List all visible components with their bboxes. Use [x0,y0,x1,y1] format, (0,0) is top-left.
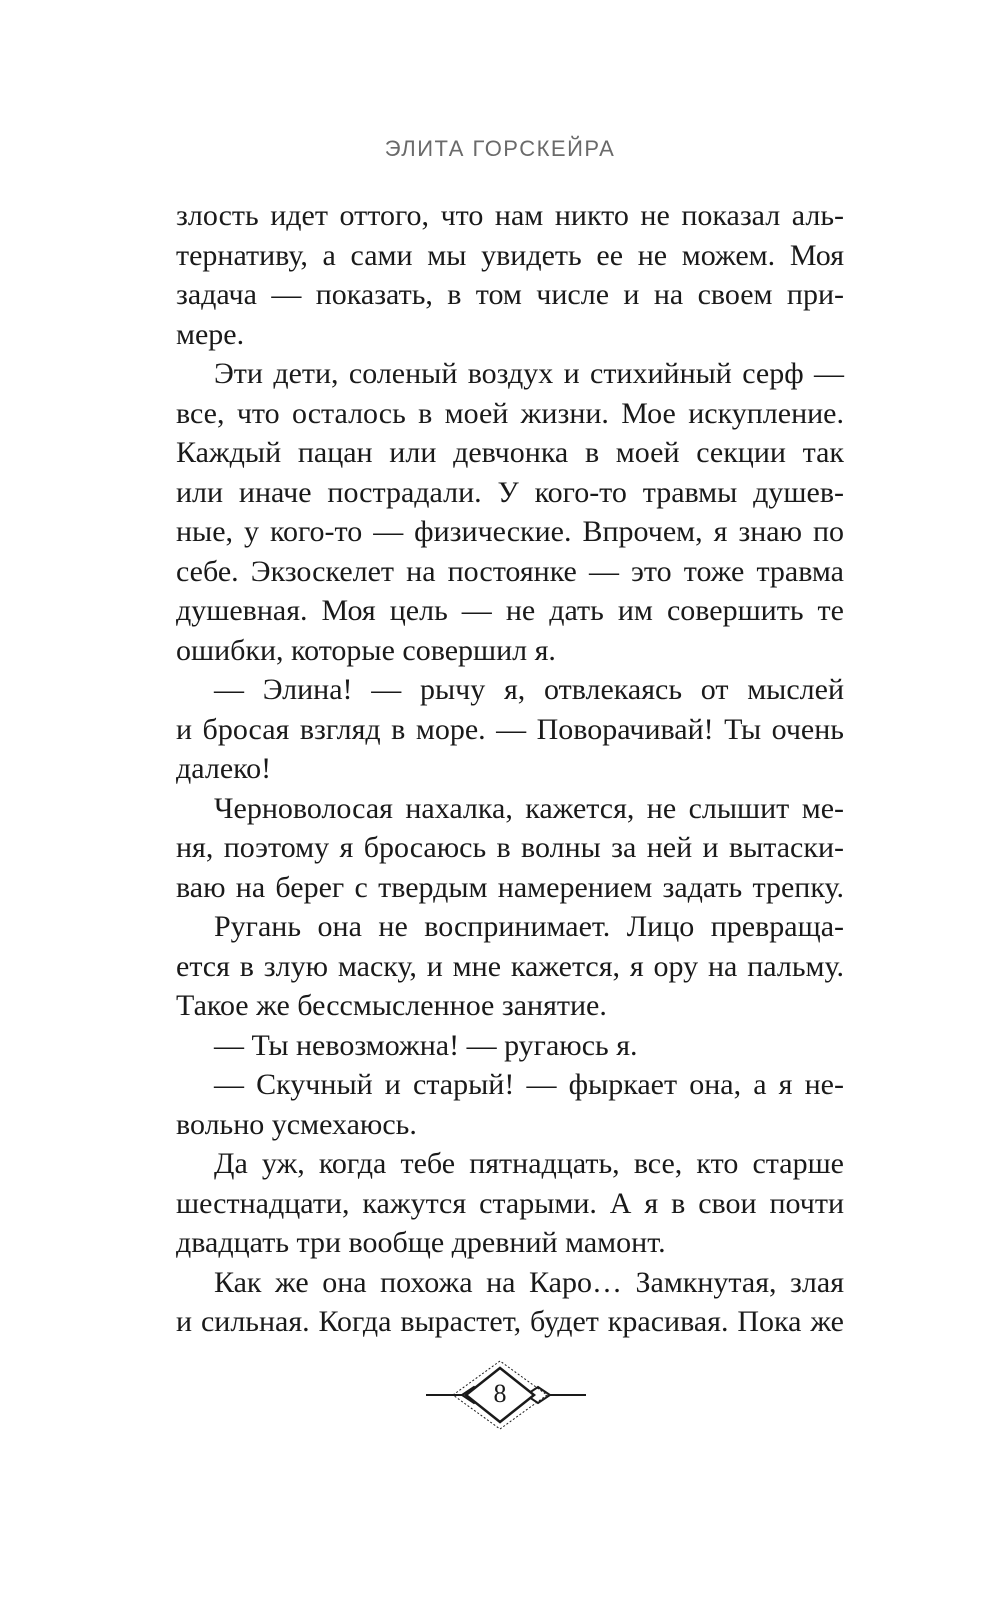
text-line: себе. Экзоскелет на постоянке — это тоже травма [176,554,844,588]
text-line: душевная. Моя цель — не дать им совершить те [176,594,844,627]
text-line: мере. [176,317,245,351]
text-line: вольно усмехаюсь. [176,1107,417,1141]
text-line: — Ты невозможна! — ругаюсь я. [214,1028,638,1062]
page-number: 8 [493,1379,507,1408]
text-line: ваю на берег с твердым намерением задать трепку. [176,870,844,904]
text-line: ошибки, которые совершил я. [176,633,556,667]
text-line: ня, поэтому я бросаюсь в волны за ней и вытаски- [176,831,844,864]
text-line: задача — показать, в том числе и на своем при- [176,278,844,311]
body-text [176,196,844,1342]
text-line: или иначе пострадали. У кого-то травмы душев- [176,475,844,509]
text-line: и сильная. Когда вырастет, будет красивая. Пока же [176,1305,844,1338]
running-head: ЭЛИТА ГОРСКЕЙРА [384,136,616,161]
text-line: и бросая взгляд в море. — Поворачивай! Ты очень [176,712,844,746]
text-line: — Скучный и старый! — фыркает она, а я не- [214,1068,844,1101]
text-line: тернативу, а сами мы увидеть ее не можем. Моя [176,238,844,272]
text-line: Эти дети, соленый воздух и стихийный серф — [214,357,844,390]
text-line: злость идет оттого, что нам никто не показал аль- [176,199,844,232]
text-line: Черноволосая нахалка, кажется, не слышит ме- [214,791,844,825]
page-number-ornament [0,1356,1000,1436]
text-line: шестнадцати, кажутся старыми. А я в свои почти [176,1186,844,1220]
text-line: Да уж, когда тебе пятнадцать, все, кто старше [214,1147,844,1180]
text-line: Каждый пацан или девчонка в моей секции так [176,436,844,469]
text-line: далеко! [176,752,272,785]
text-line: ется в злую маску, и мне кажется, я ору на пальму. [176,949,844,983]
text-line: — Элина! — рычу я, отвлекаясь от мыслей [214,673,844,706]
text-line: Такое же бессмысленное занятие. [176,989,607,1022]
text-line: двадцать три вообще древний мамонт. [176,1226,666,1259]
text-line: Как же она похожа на Каро… Замкнутая, злая [214,1265,844,1299]
text-line: ные, у кого-то — физические. Впрочем, я знаю по [176,515,844,548]
text-line: все, что осталось в моей жизни. Мое искупление. [176,396,844,430]
text-line: Ругань она не воспринимает. Лицо превраща- [214,910,844,943]
